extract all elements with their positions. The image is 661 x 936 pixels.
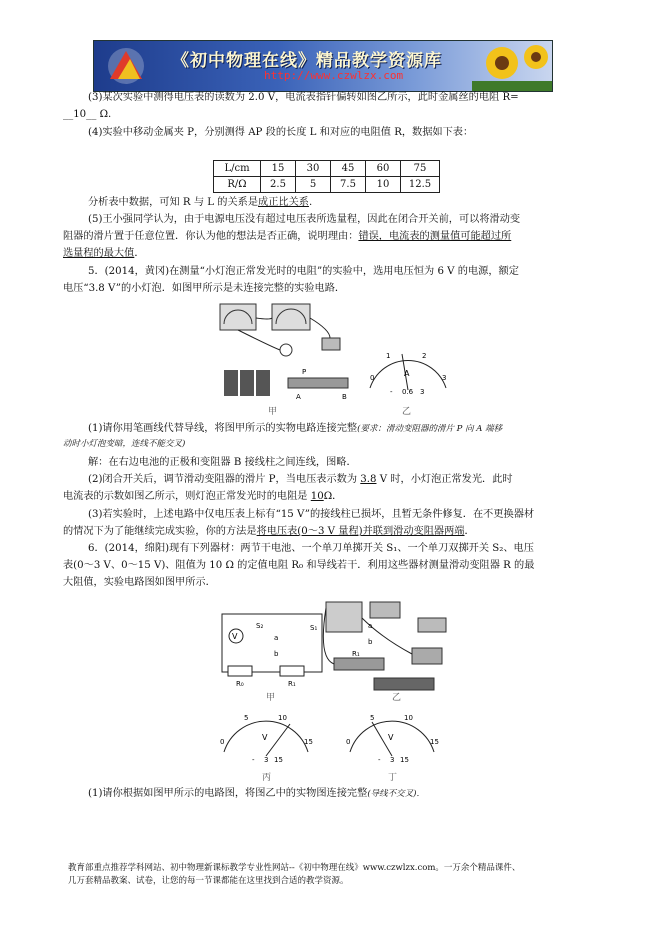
table-cell: 2.5	[261, 177, 296, 193]
q5-text: 阻器的滑片置于任意位置．你认为他的想法是否正确，说明理由：	[63, 231, 359, 242]
table-cell: 60	[366, 161, 401, 177]
footer	[68, 862, 628, 888]
figure-yi-apparatus	[322, 598, 452, 694]
figure-yi-ammeter	[362, 338, 454, 396]
q5-answer: 错误，电流表的测量值可能超过所	[358, 231, 512, 242]
sunflower-image	[472, 41, 552, 91]
unit-label: A	[404, 369, 410, 378]
terminal-label: 15	[400, 756, 409, 764]
q3-line1: (3)某次实验中测得电压表的读数为 2.0 V，电流表指针偏转如图乙所示，此时金属丝的电阻 R=	[88, 92, 519, 103]
analysis-text: 分析表中数据，可知 R 与 L 的关系是	[88, 197, 259, 208]
banner-url[interactable]: http://www.czwlzx.com	[264, 69, 404, 82]
q5b-2-text: (2)闭合开关后，调节滑动变阻器的滑片 P，当电压表示数为	[88, 474, 358, 485]
terminal-label: 3	[390, 756, 395, 764]
label-B: B	[342, 393, 347, 401]
q5b-3-line1: (3)若实验时，上述电路中仅电压表上标有“15 V”的接线柱已损坏，且暂无条件修复．在不更换器材	[88, 509, 535, 520]
unit: Ω．	[323, 491, 343, 502]
q5b-1-note2: 动时小灯泡变暗，连线不能交叉)	[63, 439, 186, 449]
tick-label: 10	[404, 714, 413, 722]
terminal-label: 3	[264, 756, 269, 764]
unit-label: V	[262, 733, 268, 742]
photo-b-label: b	[368, 638, 373, 646]
analysis-line	[88, 195, 312, 210]
tick-label: 1	[386, 352, 391, 360]
q6-1-line	[88, 786, 425, 802]
table-cell: 45	[331, 161, 366, 177]
table-cell: 7.5	[331, 177, 366, 193]
caption-bing: 丙	[262, 773, 272, 783]
table-cell: 5	[296, 177, 331, 193]
caption-jia-2: 甲	[266, 693, 276, 703]
q5b-2-text3: 电流表的示数如图乙所示，则灯泡正常发光时的电阻是	[63, 491, 308, 502]
tick-label: 3	[442, 374, 447, 382]
data-table	[213, 160, 440, 193]
q5-answer-cont: 选量程的最大值	[63, 248, 135, 259]
figure-ding-voltmeter	[342, 704, 442, 766]
q6-line2: 表(0～3 V、0～15 V)、阻值为 10 Ω 的定值电阻 R₀ 和导线若干．利用这些器材测量滑动变阻器 R 的最	[63, 560, 535, 571]
switch-s2-label: S₂	[256, 622, 264, 630]
site-logo-icon	[102, 45, 150, 87]
terminal-label: 3	[420, 388, 425, 396]
q5b-2-line2	[63, 489, 342, 504]
answer-line: 解：在右边电池的正极和变阻器 B 接线柱之间连线，图略．	[88, 457, 357, 468]
q5b-2-line1	[88, 472, 513, 487]
q5b-line1: 5．(2014，黄冈)在测量“小灯泡正常发光时的电阻”的实验中，选用电压恒为 6 V 的电源，额定	[88, 266, 519, 277]
q6-1-note: (导线不交叉)．	[367, 789, 425, 799]
table-row	[214, 177, 440, 193]
tick-label: 0	[370, 374, 375, 382]
node-b-label: b	[274, 650, 279, 658]
analysis-answer: 成正比关系	[258, 197, 309, 208]
q5b-2-answer: 3.8	[360, 474, 377, 485]
q5-line2	[63, 229, 511, 244]
header-banner	[93, 40, 553, 92]
table-row	[214, 161, 440, 177]
node-a-label: a	[274, 634, 279, 642]
caption-yi: 乙	[402, 407, 412, 417]
table-cell: 75	[401, 161, 440, 177]
q6-line3: 大阻值，实验电路图如图甲所示．	[63, 577, 216, 588]
figure-jia-apparatus	[210, 300, 360, 410]
table-cell: 12.5	[401, 177, 440, 193]
caption-ding: 丁	[388, 773, 398, 783]
terminal-label: -	[378, 756, 381, 764]
q3-line2: __10__ Ω.	[63, 109, 112, 120]
q5b-1-line	[88, 421, 502, 437]
label-A: A	[296, 393, 301, 401]
q5b-3-text: 的情况下为了能继续完成实验，你的方法是	[63, 526, 257, 537]
footer-line: 教育部重点推荐学科网站、初中物理新课标教学专业性网站--《初中物理在线》www.czwlzx.com。一万余个精品课件、	[68, 863, 521, 873]
terminal-label: -	[252, 756, 255, 764]
tick-label: 0	[220, 738, 225, 746]
tick-label: 2	[422, 352, 427, 360]
table-header-cell: R/Ω	[214, 177, 261, 193]
q5b-2-answer2: 10	[310, 491, 324, 502]
q5b-2-text2: V 时，小灯泡正常发光．此时	[379, 474, 513, 485]
figure-jia-circuit	[214, 608, 330, 688]
unit-label: V	[388, 733, 394, 742]
q4-line: (4)实验中移动金属夹 P，分别测得 AP 段的长度 L 和对应的电阻值 R，数据如下表：	[88, 127, 474, 138]
tick-label: 5	[370, 714, 375, 722]
tick-label: 10	[278, 714, 287, 722]
table-cell: 15	[261, 161, 296, 177]
tick-label: 5	[244, 714, 249, 722]
caption-jia: 甲	[268, 407, 278, 417]
period: .	[308, 197, 313, 208]
table-cell: 10	[366, 177, 401, 193]
r1-label: R₁	[288, 680, 296, 688]
q5-line1: (5)王小强同学认为，由于电源电压没有超过电压表所选量程，因此在闭合开关前，可以将滑动变	[88, 214, 521, 225]
figure-bing-voltmeter	[216, 704, 316, 766]
photo-r1-label: R₁	[352, 650, 360, 658]
terminal-label: 15	[274, 756, 283, 764]
r0-label: R₀	[236, 680, 244, 688]
q6-1-text: (1)请你根据如图甲所示的电路图，将图乙中的实物图连接完整	[88, 788, 368, 799]
q5b-3-line2: 的情况下为了能继续完成实验，你的方法是将电压表(0～3 V 量程)并联到滑动变阻器两端．	[63, 526, 475, 537]
label-P: P	[302, 368, 307, 376]
q6-line1: 6．(2014，绵阳)现有下列器材：两节干电池、一个单刀单掷开关 S₁、一个单刀双掷开关 S₂、电压	[88, 543, 534, 554]
tick-label: 15	[304, 738, 313, 746]
table-header-cell: L/cm	[214, 161, 261, 177]
voltmeter-label: V	[232, 632, 238, 641]
q5b-1-note: (要求：滑动变阻器的滑片 P 向 A 端移	[357, 424, 503, 434]
banner-title: 《初中物理在线》精品教学资源库	[172, 51, 442, 71]
tick-label: 0	[346, 738, 351, 746]
q5b-3-answer: 将电压表(0～3 V 量程)并联到滑动变阻器两端	[256, 526, 465, 537]
switch-s1-label: S₁	[310, 624, 318, 632]
tick-label: 15	[430, 738, 439, 746]
terminal-label: -	[390, 388, 393, 396]
footer-line: 几万套精品教案、试卷，让您的每一节课都能在这里找到合适的教学资源。	[68, 876, 349, 886]
q5b-1-text: (1)请你用笔画线代替导线，将图甲所示的实物电路连接完整	[88, 423, 358, 434]
q5-line3: 选量程的最大值．	[63, 248, 145, 259]
q5b-line2: 电压“3.8 V”的小灯泡．如图甲所示是未连接完整的实验电路．	[63, 283, 346, 294]
photo-a-label: a	[368, 622, 373, 630]
terminal-label: 0.6	[402, 388, 414, 396]
caption-yi-2: 乙	[392, 693, 402, 703]
table-cell: 30	[296, 161, 331, 177]
